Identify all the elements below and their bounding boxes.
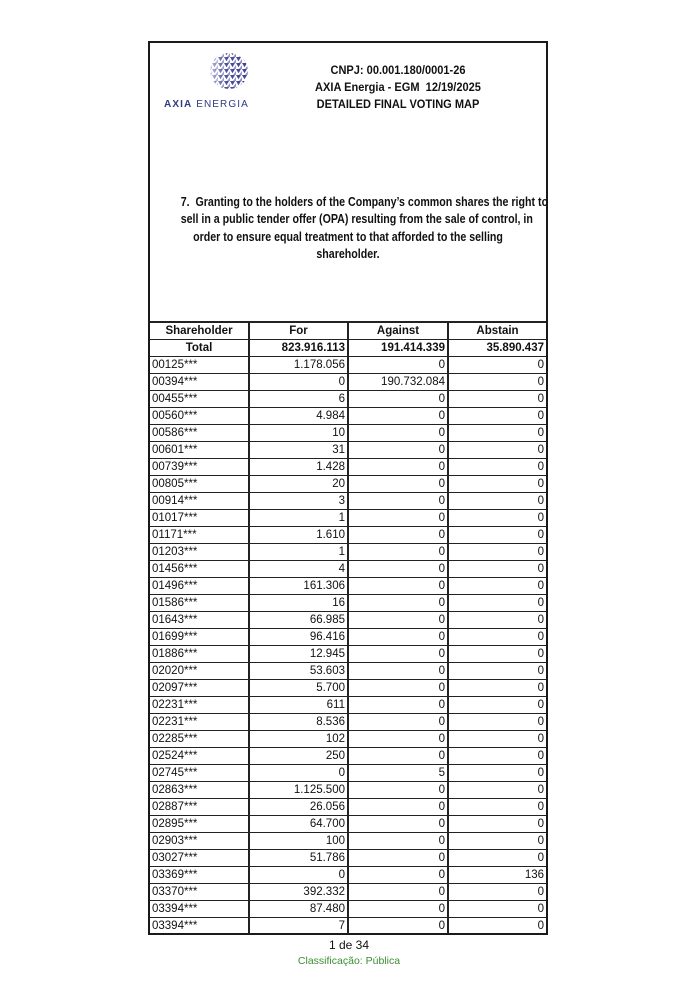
abstain-cell: 0 [448,646,546,663]
table-row [150,833,546,850]
column-header-shareholder: Shareholder [150,322,249,340]
abstain-cell: 0 [448,748,546,765]
table-row [150,901,546,918]
abstain-cell: 0 [448,833,546,850]
classification-label: Classificação: Pública [297,955,401,967]
agenda-item-line: order to ensure equal treatment to that afforded to the selling [193,229,503,244]
table-row [150,884,546,901]
total-row [150,340,546,357]
table-row [150,816,546,833]
agenda-item-text [150,194,549,264]
table-row [150,850,546,867]
abstain-cell: 0 [448,493,546,510]
against-cell: 0 [348,629,448,646]
abstain-cell: 0 [448,442,546,459]
for-cell: 1 [249,510,348,527]
against-cell: 0 [348,782,448,799]
against-cell: 0 [348,510,448,527]
logo-text-regular: ENERGIA [196,99,249,110]
abstain-cell: 0 [448,663,546,680]
for-cell: 392.332 [249,884,348,901]
abstain-cell: 0 [448,850,546,867]
table-row [150,561,546,578]
table-row [150,663,546,680]
company-logo [162,49,254,111]
shareholder-cell: 01886*** [150,646,249,663]
table-row [150,391,546,408]
shareholder-cell: 00601*** [150,442,249,459]
shareholder-cell: 02895*** [150,816,249,833]
for-cell: 4 [249,561,348,578]
abstain-cell: 0 [448,476,546,493]
against-cell: 0 [348,391,448,408]
abstain-cell: 0 [448,629,546,646]
shareholder-cell: 02285*** [150,731,249,748]
against-cell: 0 [348,748,448,765]
abstain-cell: 0 [448,544,546,561]
abstain-cell: 0 [448,425,546,442]
table-row [150,680,546,697]
table-row [150,459,546,476]
table-row [150,697,546,714]
meeting-line: AXIA Energia - EGM 12/19/2025 [315,80,481,95]
globe-icon [206,51,250,93]
abstain-cell: 0 [448,680,546,697]
table-header-row [150,322,546,340]
table-row [150,799,546,816]
for-cell: 12.945 [249,646,348,663]
table-row [150,867,546,884]
for-cell: 0 [249,374,348,391]
for-cell: 1.178.056 [249,357,348,374]
for-cell: 16 [249,595,348,612]
table-row [150,544,546,561]
table-row [150,374,546,391]
shareholder-cell: 02524*** [150,748,249,765]
page-number: 1 de 34 [328,938,370,952]
against-cell: 0 [348,714,448,731]
against-cell: 0 [348,595,448,612]
column-header-against: Against [348,322,448,340]
table-row [150,646,546,663]
for-cell: 250 [249,748,348,765]
against-cell: 0 [348,680,448,697]
against-cell: 0 [348,476,448,493]
table-row [150,782,546,799]
for-cell: 87.480 [249,901,348,918]
for-cell: 20 [249,476,348,493]
total-label: Total [150,340,249,357]
against-cell: 0 [348,799,448,816]
voting-map-box [148,41,548,935]
for-cell: 6 [249,391,348,408]
column-header-for: For [249,322,348,340]
shareholder-cell: 01643*** [150,612,249,629]
for-cell: 96.416 [249,629,348,646]
document-header [250,62,546,114]
for-cell: 26.056 [249,799,348,816]
shareholder-cell: 00394*** [150,374,249,391]
shareholder-cell: 01586*** [150,595,249,612]
against-cell: 0 [348,408,448,425]
table-row [150,731,546,748]
logo-text-bold: AXIA [164,99,193,110]
against-cell: 5 [348,765,448,782]
abstain-cell: 0 [448,374,546,391]
table-row [150,408,546,425]
for-cell: 0 [249,765,348,782]
table-row [150,510,546,527]
against-cell: 0 [348,731,448,748]
abstain-cell: 0 [448,391,546,408]
against-cell: 0 [348,561,448,578]
table-row [150,476,546,493]
for-cell: 10 [249,425,348,442]
voting-table [150,321,546,934]
shareholder-cell: 01456*** [150,561,249,578]
abstain-cell: 0 [448,612,546,629]
against-cell: 0 [348,884,448,901]
abstain-cell: 0 [448,731,546,748]
for-cell: 5.700 [249,680,348,697]
against-cell: 0 [348,612,448,629]
against-cell: 0 [348,816,448,833]
shareholder-cell: 02231*** [150,714,249,731]
against-cell: 0 [348,459,448,476]
agenda-item-line: 7. Granting to the holders of the Company’s common shares the right to [180,195,549,209]
against-cell: 0 [348,901,448,918]
table-row [150,612,546,629]
cnpj-line: CNPJ: 00.001.180/0001-26 [330,63,466,77]
table-row [150,595,546,612]
abstain-cell: 0 [448,799,546,816]
for-cell: 100 [249,833,348,850]
abstain-cell: 136 [448,867,546,884]
against-cell: 0 [348,918,448,935]
abstain-cell: 0 [448,578,546,595]
against-cell: 0 [348,867,448,884]
shareholder-cell: 02231*** [150,697,249,714]
for-cell: 64.700 [249,816,348,833]
shareholder-cell: 00914*** [150,493,249,510]
shareholder-cell: 03369*** [150,867,249,884]
shareholder-cell: 02887*** [150,799,249,816]
against-cell: 0 [348,697,448,714]
abstain-cell: 0 [448,782,546,799]
abstain-cell: 0 [448,884,546,901]
abstain-cell: 0 [448,765,546,782]
abstain-cell: 0 [448,595,546,612]
against-cell: 0 [348,442,448,459]
for-cell: 161.306 [249,578,348,595]
abstain-cell: 0 [448,561,546,578]
shareholder-cell: 00739*** [150,459,249,476]
against-cell: 0 [348,833,448,850]
shareholder-cell: 01171*** [150,527,249,544]
for-cell: 1 [249,544,348,561]
against-cell: 0 [348,357,448,374]
table-row [150,918,546,935]
table-row [150,629,546,646]
shareholder-cell: 00805*** [150,476,249,493]
for-cell: 31 [249,442,348,459]
table-row [150,425,546,442]
abstain-cell: 0 [448,816,546,833]
against-cell: 0 [348,663,448,680]
abstain-cell: 0 [448,510,546,527]
shareholder-cell: 01017*** [150,510,249,527]
total-abstain: 35.890.437 [448,340,546,357]
against-cell: 190.732.084 [348,374,448,391]
table-row [150,527,546,544]
shareholder-cell: 01699*** [150,629,249,646]
document-title: DETAILED FINAL VOTING MAP [316,97,480,112]
agenda-item-line: shareholder. [316,247,380,262]
shareholder-cell: 00125*** [150,357,249,374]
against-cell: 0 [348,425,448,442]
for-cell: 1.125.500 [249,782,348,799]
shareholder-cell: 01496*** [150,578,249,595]
agenda-item-line: sell in a public tender offer (OPA) resulting from the sale of control, in [180,212,533,227]
shareholder-cell: 03394*** [150,918,249,935]
table-row [150,357,546,374]
against-cell: 0 [348,493,448,510]
table-row [150,442,546,459]
table-row [150,714,546,731]
for-cell: 4.984 [249,408,348,425]
abstain-cell: 0 [448,918,546,935]
abstain-cell: 0 [448,714,546,731]
column-header-abstain: Abstain [448,322,546,340]
for-cell: 611 [249,697,348,714]
against-cell: 0 [348,850,448,867]
abstain-cell: 0 [448,901,546,918]
for-cell: 66.985 [249,612,348,629]
abstain-cell: 0 [448,527,546,544]
for-cell: 3 [249,493,348,510]
shareholder-cell: 02020*** [150,663,249,680]
for-cell: 51.786 [249,850,348,867]
for-cell: 1.428 [249,459,348,476]
total-against: 191.414.339 [348,340,448,357]
against-cell: 0 [348,578,448,595]
shareholder-cell: 02863*** [150,782,249,799]
shareholder-cell: 00560*** [150,408,249,425]
abstain-cell: 0 [448,697,546,714]
shareholder-cell: 00455*** [150,391,249,408]
for-cell: 102 [249,731,348,748]
table-row [150,493,546,510]
abstain-cell: 0 [448,357,546,374]
against-cell: 0 [348,544,448,561]
shareholder-cell: 03027*** [150,850,249,867]
for-cell: 8.536 [249,714,348,731]
for-cell: 7 [249,918,348,935]
for-cell: 53.603 [249,663,348,680]
shareholder-cell: 01203*** [150,544,249,561]
table-row [150,765,546,782]
against-cell: 0 [348,646,448,663]
shareholder-cell: 02097*** [150,680,249,697]
shareholder-cell: 02903*** [150,833,249,850]
shareholder-cell: 03394*** [150,901,249,918]
table-row [150,578,546,595]
abstain-cell: 0 [448,459,546,476]
against-cell: 0 [348,527,448,544]
shareholder-cell: 02745*** [150,765,249,782]
shareholder-cell: 03370*** [150,884,249,901]
total-for: 823.916.113 [249,340,348,357]
table-row [150,748,546,765]
logo-text [164,99,249,110]
abstain-cell: 0 [448,408,546,425]
for-cell: 1.610 [249,527,348,544]
for-cell: 0 [249,867,348,884]
shareholder-cell: 00586*** [150,425,249,442]
